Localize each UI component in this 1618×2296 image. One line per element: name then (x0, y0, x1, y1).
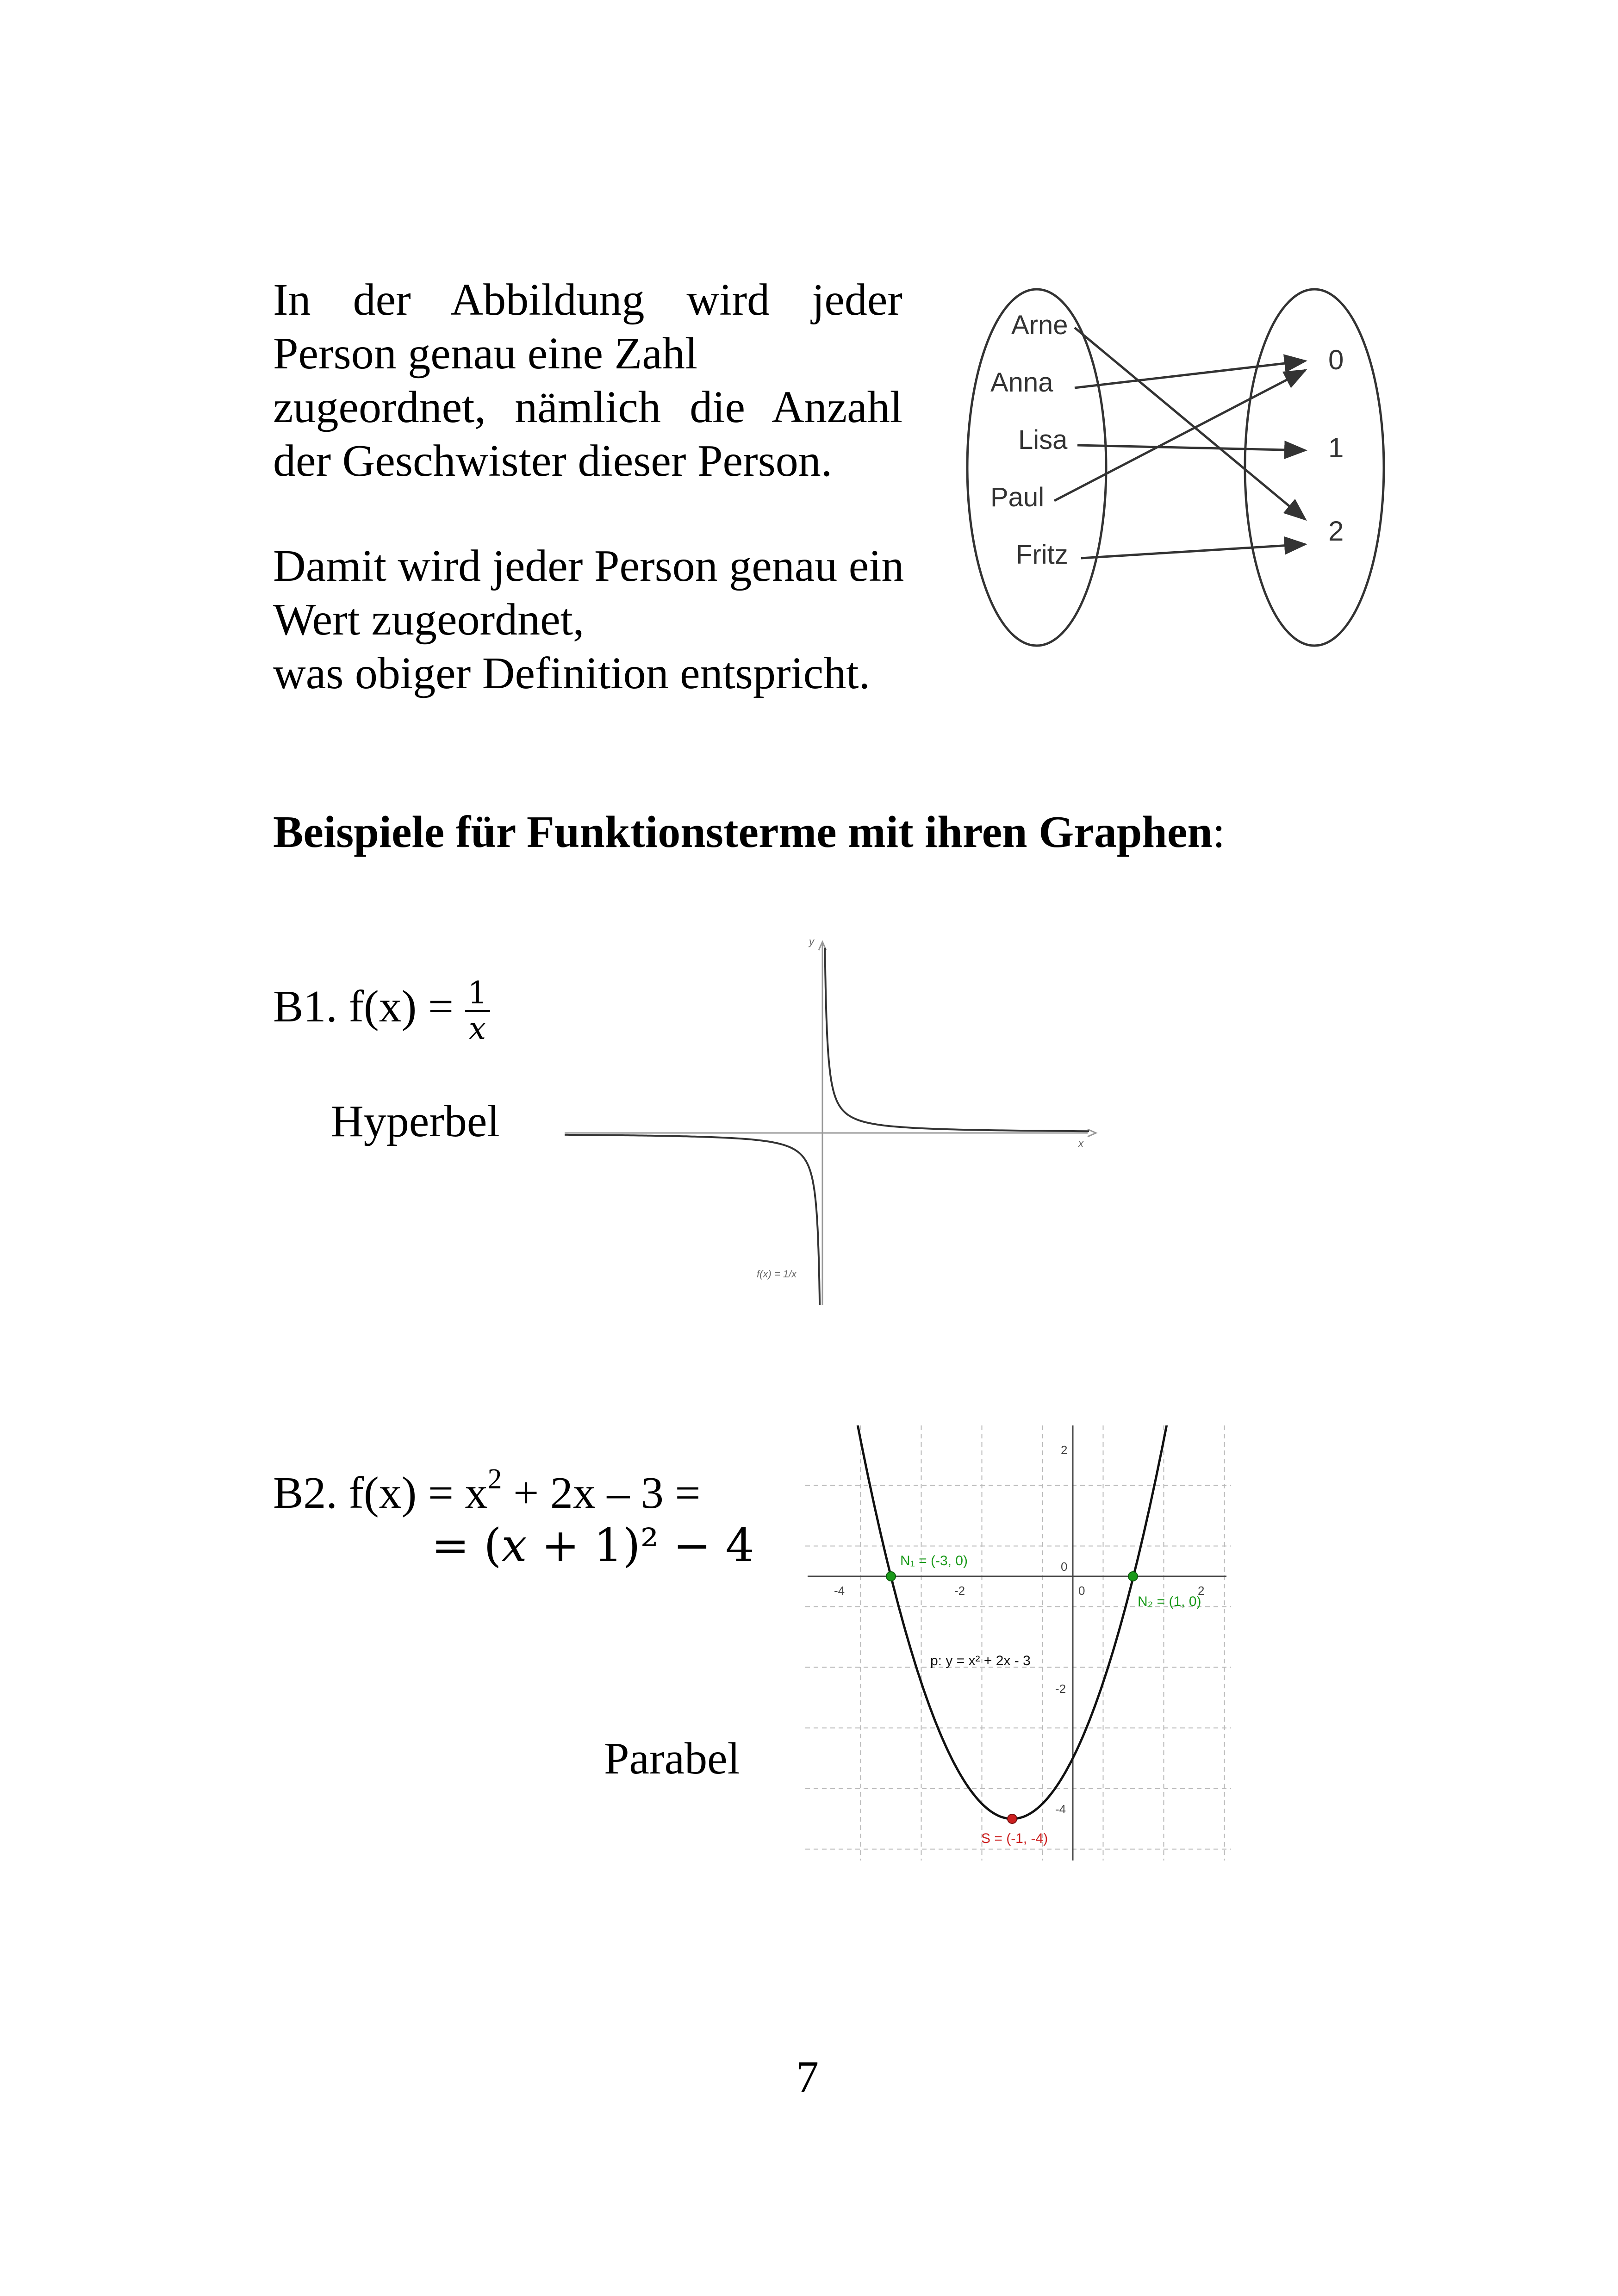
hyperbola-graph (565, 926, 1111, 1305)
examples-heading (273, 805, 1225, 859)
b1-formula (273, 977, 490, 1045)
parabola-graph (805, 1425, 1231, 1865)
b2-name: Parabel (604, 1734, 740, 1784)
vertex-s-label: S = (-1, -4) (981, 1831, 1048, 1846)
hyperbola-function-label: f(x) = 1/x (757, 1268, 797, 1280)
y-tick-0: 0 (1061, 1560, 1068, 1574)
names-set-ellipse (967, 289, 1106, 646)
curve-label: p: y = x² + 2x - 3 (930, 1653, 1031, 1668)
arrow-arne-2 (1075, 328, 1305, 519)
number-2: 2 (1328, 516, 1344, 547)
arrow-anna-0 (1075, 361, 1305, 388)
root-n1-label: N₁ = (-3, 0) (900, 1553, 968, 1568)
page-number: 7 (796, 2052, 819, 2102)
hyperbola-y-label: y (809, 936, 814, 947)
intro-line-4: der Geschwister dieser Person. (273, 436, 833, 486)
intro-line-1: In der Abbildung wird jeder (273, 275, 902, 325)
b2-line1-exponent: 2 (487, 1463, 502, 1495)
hyperbola-x-label: x (1078, 1138, 1083, 1149)
definition-line-2: Wert zugeordnet, (273, 595, 585, 645)
definition-paragraph (273, 539, 902, 700)
parabola-grid (805, 1425, 1231, 1860)
x-tick-0: 0 (1078, 1584, 1085, 1598)
x-tick-minus2: -2 (954, 1584, 965, 1598)
parabola-curve (830, 1425, 1194, 1819)
name-fritz: Fritz (1016, 540, 1068, 570)
name-arne: Arne (1011, 310, 1068, 340)
x-tick-2: 2 (1198, 1584, 1205, 1598)
arrow-lisa-1 (1077, 445, 1305, 450)
intro-line-3: zugeordnet, nämlich die Anzahl (273, 382, 902, 432)
b1-name: Hyperbel (331, 1096, 500, 1146)
numbers-set-ellipse (1245, 289, 1384, 646)
b1-fraction (465, 977, 490, 1045)
examples-heading-text: Beispiele für Funktionsterme mit ihren Graphen (273, 807, 1213, 857)
y-tick-minus4: -4 (1055, 1802, 1066, 1816)
b2-formula-line-1 (273, 1463, 701, 1520)
mapping-diagram (953, 278, 1398, 657)
arrow-paul-0 (1054, 370, 1305, 501)
number-0: 0 (1328, 344, 1344, 375)
definition-line-3: was obiger Definition entspricht. (273, 648, 871, 698)
hyperbola-right-branch (825, 948, 1089, 1131)
b2-line1-suffix: + 2x – 3 = (502, 1468, 701, 1518)
b1-numerator: 1 (465, 977, 490, 1012)
b2-line1-prefix: B2. f(x) = x (273, 1468, 488, 1518)
arrow-fritz-2 (1081, 544, 1305, 558)
root-n2-point (1128, 1572, 1138, 1581)
vertex-s-point (1008, 1814, 1017, 1823)
name-paul: Paul (990, 482, 1045, 512)
y-tick-minus2: -2 (1055, 1682, 1066, 1696)
name-lisa: Lisa (1018, 425, 1068, 455)
root-n2-label: N₂ = (1, 0) (1138, 1594, 1201, 1609)
y-tick-2: 2 (1061, 1443, 1068, 1457)
name-anna: Anna (990, 367, 1053, 398)
intro-line-2: Person genau eine Zahl (273, 329, 698, 379)
definition-line-1: Damit wird jeder Person genau ein (273, 541, 904, 591)
b1-denominator: x (468, 1011, 486, 1046)
intro-paragraph (273, 273, 902, 488)
b1-prefix: B1. f(x) = (273, 981, 465, 1032)
root-n1-point (886, 1572, 896, 1581)
examples-heading-colon: : (1212, 807, 1226, 857)
x-tick-minus4: -4 (834, 1584, 845, 1598)
number-1: 1 (1328, 432, 1344, 463)
b2-formula-line-2: = (𝑥 + 1)² − 4 (431, 1519, 754, 1572)
